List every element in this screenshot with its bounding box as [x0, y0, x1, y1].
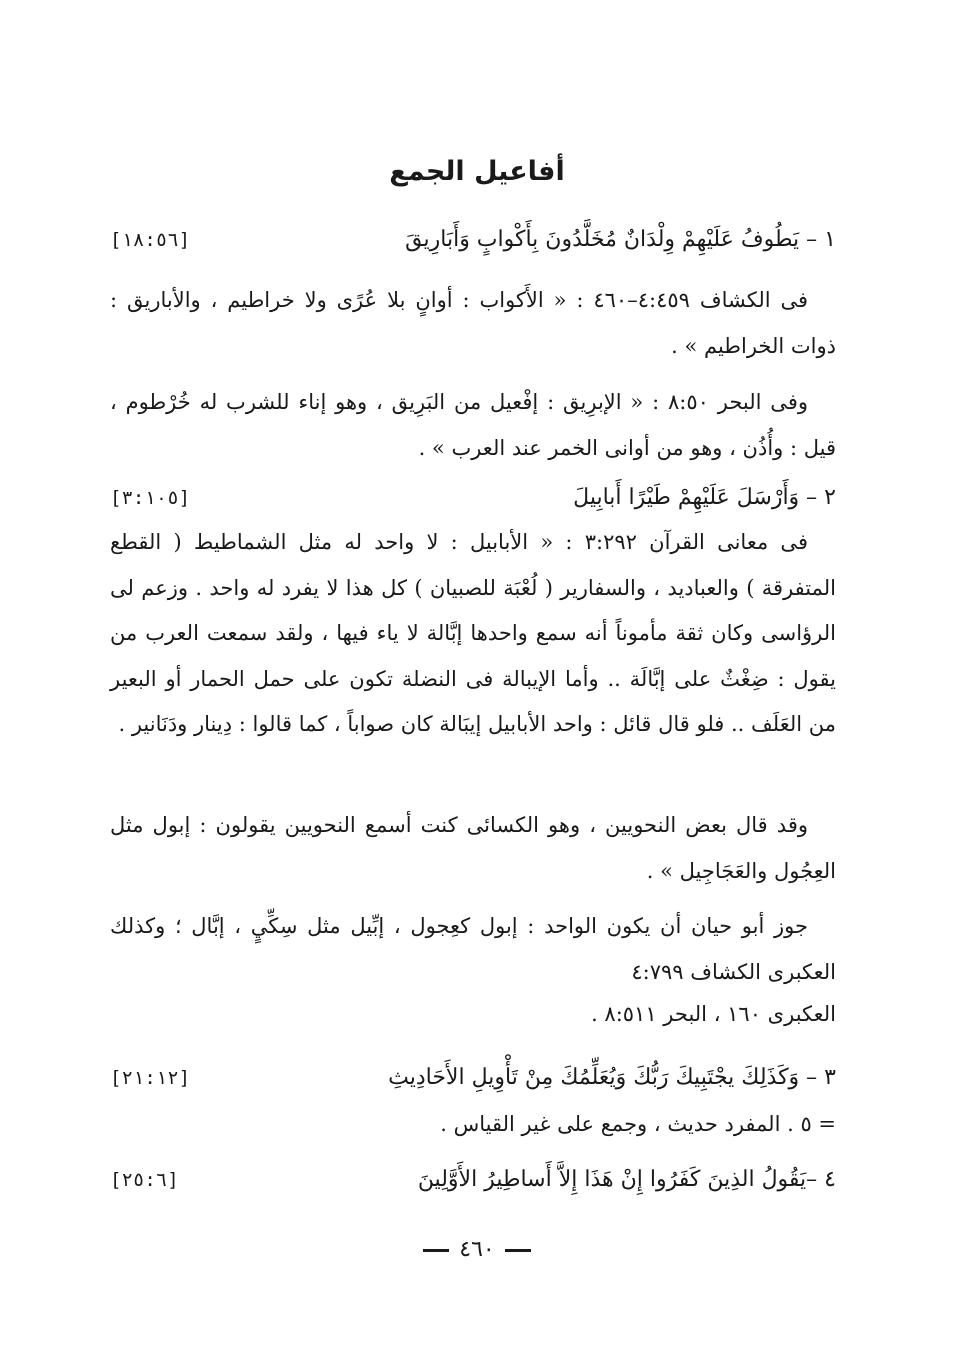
- verse-reference: [٣:١٠٥]: [110, 487, 191, 509]
- commentary-paragraph: وفى البحر ٨:٥٠ : « الإبرِيق : إفْعيل من البَرِيق ، وهو إناء للشرب له خُرْطوم ، قيل : وأُذُن ، وهو من أوانى الخمر عند العرب » .: [110, 390, 836, 460]
- footer-dash-left: [423, 1249, 449, 1252]
- commentary-paragraph: جوز أبو حيان أن يكون الواحد : إبول كعِجول ، إبِّيل مثل سِكِّيٍ ، إبَّال ؛ وكذلك العكبرى الكشاف ٤:٧٩٩: [110, 914, 836, 984]
- verse-text: ٣ – وَكَذَلِكَ يجْتَبِيكَ رَبُّكَ وَيُعَلِّمُكَ مِنْ تَأْوِيلِ الأَحَادِيثِ: [388, 1065, 836, 1090]
- verse-line-4: [110, 1160, 836, 1200]
- page-title: أفاعيل الجمع: [389, 156, 565, 187]
- commentary-line: العكبرى ١٦٠ ، البحر ٨:٥١١ .: [591, 1002, 836, 1026]
- verse-text: ١ – يَطُوفُ عَلَيْهِمْ وِلْدَانٌ مُخَلَّدُونَ بِأَكْوابٍ وَأَبَارِيقَ: [405, 227, 836, 252]
- commentary-paragraph: وقد قال بعض النحويين ، وهو الكسائى كنت أسمع النحويين يقولون : إبول مثل العِجُول والعَجَاجِيل » .: [110, 813, 836, 883]
- footer-dash-right: [505, 1249, 531, 1252]
- verse-line-3: [110, 1058, 836, 1098]
- commentary-paragraph: فى الكشاف ٤:٤٥٩–٤٦٠ : « الأَكواب : أوانٍ بلا عُرًى ولا خراطيم ، والأباريق : ذوات الخراطيم » .: [110, 288, 836, 358]
- page-number: ٤٦٠: [459, 1237, 495, 1262]
- page-footer: [0, 1232, 954, 1268]
- verse-text: ٤ –يَقُولُ الذِينَ كَفَرُوا إِنْ هَذَا إِلاَّ أَساطِيرُ الأَوَّلِينَ: [417, 1167, 836, 1192]
- commentary-line: = ٥ . المفرد حديث ، وجمع على غير القياس .: [440, 1112, 836, 1136]
- verse-reference: [٢٥:٦]: [110, 1169, 179, 1191]
- verse-line-2: [110, 478, 836, 518]
- verse-reference: [١٨:٥٦]: [110, 229, 191, 251]
- verse-reference: [٢١:١٢]: [110, 1067, 191, 1089]
- commentary-paragraph: فى معانى القرآن ٣:٢٩٢ : « الأبابيل : لا واحد له مثل الشماطيط ( القطع المتفرقة ) والعباديد ، والسفارير ( لُعْبَة للصبيان ) كل هذا لا يفرد له واحد . وزعم لى الرؤاسى وكان ثقة مأموناً أنه سمع واحدها إبَّالة لا ياء فيها ، ولقد سمعت العرب من يقول : ضِغْثٌ على إبَّالَة .. وأما الإيبالة فى النضلة تكون على حمل الحمار أو البعير من العَلَف .. فلو قال قائل : واحد الأبابيل إيبَالة كان صواباً ، كما قالوا : دِينار ودَنَانير .: [110, 530, 836, 736]
- verse-text: ٢ – وَأَرْسَلَ عَلَيْهِمْ طَيْرًا أَبابِيلَ: [573, 485, 836, 510]
- verse-line-1: [110, 220, 836, 260]
